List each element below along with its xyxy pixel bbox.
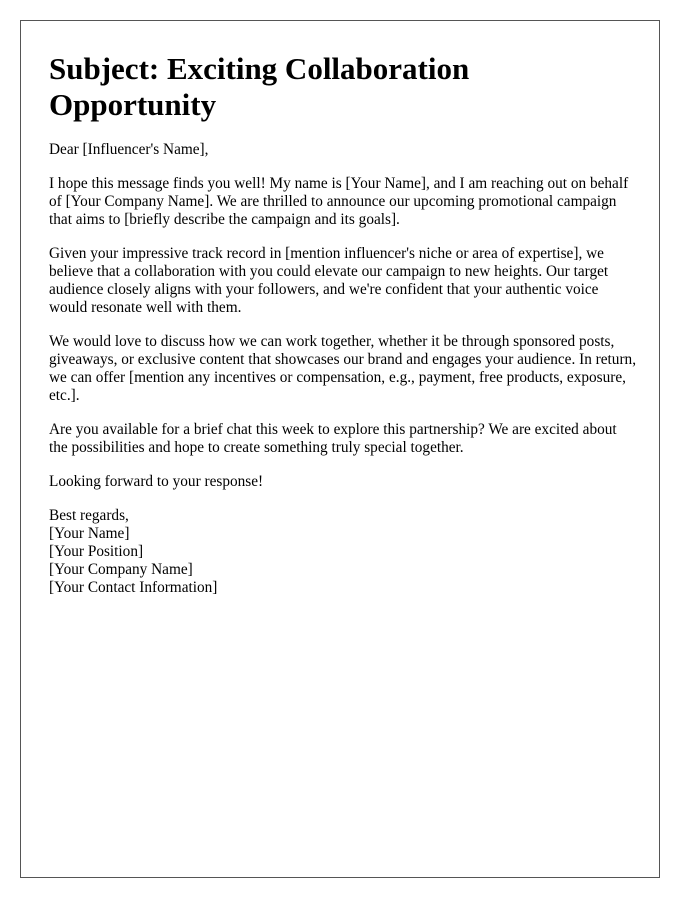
signature-contact: [Your Contact Information]: [49, 579, 218, 596]
signature-block: [49, 507, 639, 597]
letter-greeting: Dear [Influencer's Name],: [49, 141, 209, 158]
letter-paragraph-availability: Are you available for a brief chat this week to explore this partnership? We are excited about the possibilities and hope to create something truly special together.: [49, 421, 617, 456]
letter-subject: Subject: Exciting Collaboration Opportunity: [49, 51, 470, 122]
signature-name: [Your Name]: [49, 525, 130, 542]
signature-company: [Your Company Name]: [49, 561, 193, 578]
letter-content: [49, 51, 639, 597]
letter-paragraph-track-record: Given your impressive track record in [mention influencer's niche or area of expertise], we believe that a collaboration with you could elevate our campaign to new heights. Our target audience closely aligns with your followers, and we're confident that your authentic voice would resonate well with them.: [49, 245, 609, 316]
signature-position: [Your Position]: [49, 543, 144, 560]
letter-paragraph-intro: I hope this message finds you well! My name is [Your Name], and I am reaching out on behalf of [Your Company Name]. We are thrilled to announce our upcoming promotional campaign that aims to [briefly describe the campaign and its goals].: [49, 175, 629, 228]
letter-page: [20, 20, 660, 878]
letter-closing: Best regards,: [49, 507, 129, 524]
letter-paragraph-closing-remark: Looking forward to your response!: [49, 473, 264, 490]
letter-paragraph-offer: We would love to discuss how we can work together, whether it be through sponsored posts, giveaways, or exclusive content that showcases our brand and engages your audience. In return, we can offer [mention any incentives or compensation, e.g., payment, free products, exposure, etc.].: [49, 333, 637, 404]
